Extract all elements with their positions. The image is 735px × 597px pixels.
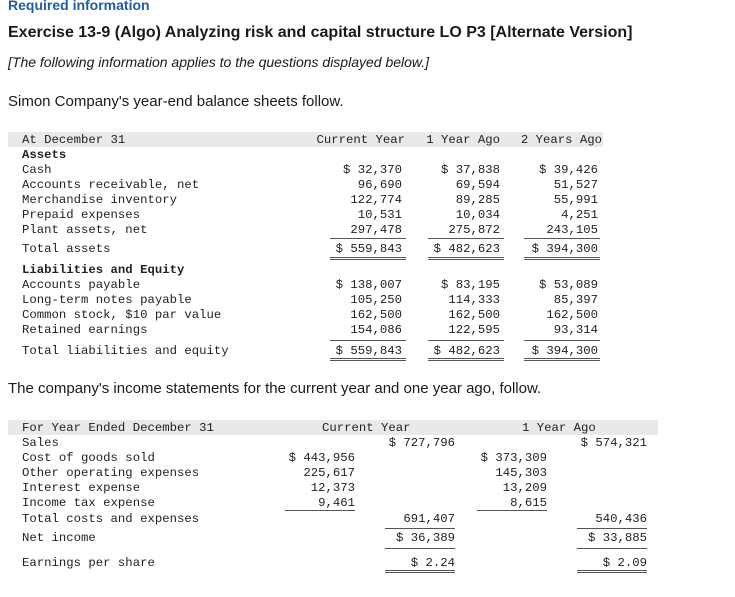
balance-head-label: At December 31: [22, 133, 126, 147]
balance-row-value: $ 394,300: [531, 242, 598, 256]
balance-total-double-rule: [524, 358, 600, 361]
exercise-title: Exercise 13-9 (Algo) Analyzing risk and capital structure LO P3 [Alternate Version]: [8, 24, 633, 41]
balance-row-label: Prepaid expenses: [22, 208, 141, 222]
balance-row-value: $ 39,426: [538, 163, 598, 177]
balance-row-value: $ 559,843: [335, 242, 402, 256]
balance-col-current: Current Year: [316, 133, 405, 147]
balance-row-value: 243,105: [546, 223, 598, 237]
balance-row-value: 51,527: [553, 178, 598, 192]
income-row-value: $ 574,321: [580, 436, 647, 450]
balance-total-double-rule: [330, 257, 406, 260]
balance-row-value: $ 83,195: [440, 278, 500, 292]
income-row-value: 9,461: [318, 496, 355, 510]
balance-row-label: Plant assets, net: [22, 223, 148, 237]
income-outer-rule: [577, 548, 647, 549]
balance-row-label: Total assets: [22, 242, 111, 256]
balance-row-label: Accounts payable: [22, 278, 141, 292]
balance-row-value: $ 394,300: [531, 344, 598, 358]
balance-row-label: Assets: [22, 148, 67, 162]
income-row-value: $ 373,309: [480, 451, 547, 465]
balance-subtotal-rule: [524, 238, 600, 239]
income-row-value: $ 2.09: [602, 556, 647, 570]
balance-subtotal-rule: [524, 340, 600, 341]
income-row-label: Sales: [22, 436, 59, 450]
balance-col-1yr: 1 Year Ago: [426, 133, 500, 147]
income-row-label: Cost of goods sold: [22, 451, 155, 465]
balance-row-value: 10,034: [455, 208, 500, 222]
balance-col-2yr: 2 Years Ago: [520, 133, 602, 147]
income-row-value: $ 33,885: [587, 531, 647, 545]
income-row-label: Earnings per share: [22, 556, 155, 570]
income-row-value: $ 36,389: [395, 531, 455, 545]
balance-row-value: $ 482,623: [433, 344, 500, 358]
income-eps-double-rule: [385, 570, 455, 573]
income-eps-double-rule: [577, 570, 647, 573]
balance-subtotal-rule: [330, 238, 406, 239]
income-outer-rule: [577, 528, 647, 529]
balance-row-value: $ 37,838: [440, 163, 500, 177]
income-row-label: Interest expense: [22, 481, 141, 495]
balance-row-value: $ 53,089: [538, 278, 598, 292]
income-head-label: For Year Ended December 31: [22, 421, 214, 435]
balance-row-value: 297,478: [350, 223, 402, 237]
balance-row-value: 89,285: [455, 193, 500, 207]
income-statement-intro: The company's income statements for the current year and one year ago, follow.: [8, 380, 542, 397]
income-row-value: $ 443,956: [288, 451, 355, 465]
balance-row-value: 122,595: [448, 323, 500, 337]
balance-row-value: 10,531: [357, 208, 402, 222]
balance-subtotal-rule: [428, 238, 504, 239]
balance-row-label: Cash: [22, 163, 52, 177]
balance-row-value: 122,774: [350, 193, 402, 207]
income-row-value: 225,617: [303, 466, 355, 480]
balance-row-label: Total liabilities and equity: [22, 344, 229, 358]
income-outer-rule: [385, 548, 455, 549]
income-row-label: Net income: [22, 531, 96, 545]
income-row-value: 13,209: [502, 481, 547, 495]
balance-row-label: Long-term notes payable: [22, 293, 192, 307]
balance-row-value: 162,500: [448, 308, 500, 322]
income-row-label: Total costs and expenses: [22, 512, 200, 526]
balance-total-double-rule: [428, 358, 504, 361]
balance-row-label: Common stock, $10 par value: [22, 308, 222, 322]
balance-row-value: 93,314: [553, 323, 598, 337]
balance-total-double-rule: [524, 257, 600, 260]
income-col-1yr: 1 Year Ago: [522, 421, 596, 435]
balance-row-label: Accounts receivable, net: [22, 178, 200, 192]
balance-row-value: 105,250: [350, 293, 402, 307]
balance-subtotal-rule: [428, 340, 504, 341]
balance-row-value: 4,251: [561, 208, 598, 222]
balance-total-double-rule: [428, 257, 504, 260]
income-row-label: Income tax expense: [22, 496, 155, 510]
balance-row-value: $ 138,007: [335, 278, 402, 292]
balance-row-value: $ 559,843: [335, 344, 402, 358]
balance-row-value: $ 482,623: [433, 242, 500, 256]
income-inner-rule: [477, 510, 547, 511]
balance-row-value: 162,500: [546, 308, 598, 322]
income-col-current: Current Year: [322, 421, 411, 435]
income-row-label: Other operating expenses: [22, 466, 200, 480]
balance-row-value: 96,690: [357, 178, 402, 192]
balance-row-value: 69,594: [455, 178, 500, 192]
balance-row-value: 162,500: [350, 308, 402, 322]
balance-row-value: 275,872: [448, 223, 500, 237]
income-outer-rule: [385, 528, 455, 529]
required-information-link[interactable]: Required information: [8, 0, 150, 13]
balance-total-double-rule: [330, 358, 406, 361]
balance-row-label: Retained earnings: [22, 323, 148, 337]
income-row-value: 145,303: [495, 466, 547, 480]
income-row-value: 12,373: [310, 481, 355, 495]
income-row-value: 691,407: [403, 512, 455, 526]
income-row-value: $ 2.24: [410, 556, 455, 570]
balance-row-value: 85,397: [553, 293, 598, 307]
income-inner-rule: [285, 510, 355, 511]
income-row-value: 8,615: [510, 496, 547, 510]
balance-row-label: Liabilities and Equity: [22, 263, 185, 277]
balance-subtotal-rule: [330, 340, 406, 341]
balance-row-value: $ 32,370: [342, 163, 402, 177]
balance-row-value: 114,333: [448, 293, 500, 307]
balance-row-value: 154,086: [350, 323, 402, 337]
balance-sheet-intro: Simon Company's year-end balance sheets follow.: [8, 93, 344, 110]
balance-row-label: Merchandise inventory: [22, 193, 177, 207]
exercise-note: [The following information applies to the questions displayed below.]: [8, 54, 430, 70]
income-row-value: $ 727,796: [388, 436, 455, 450]
income-row-value: 540,436: [595, 512, 647, 526]
balance-row-value: 55,991: [553, 193, 598, 207]
